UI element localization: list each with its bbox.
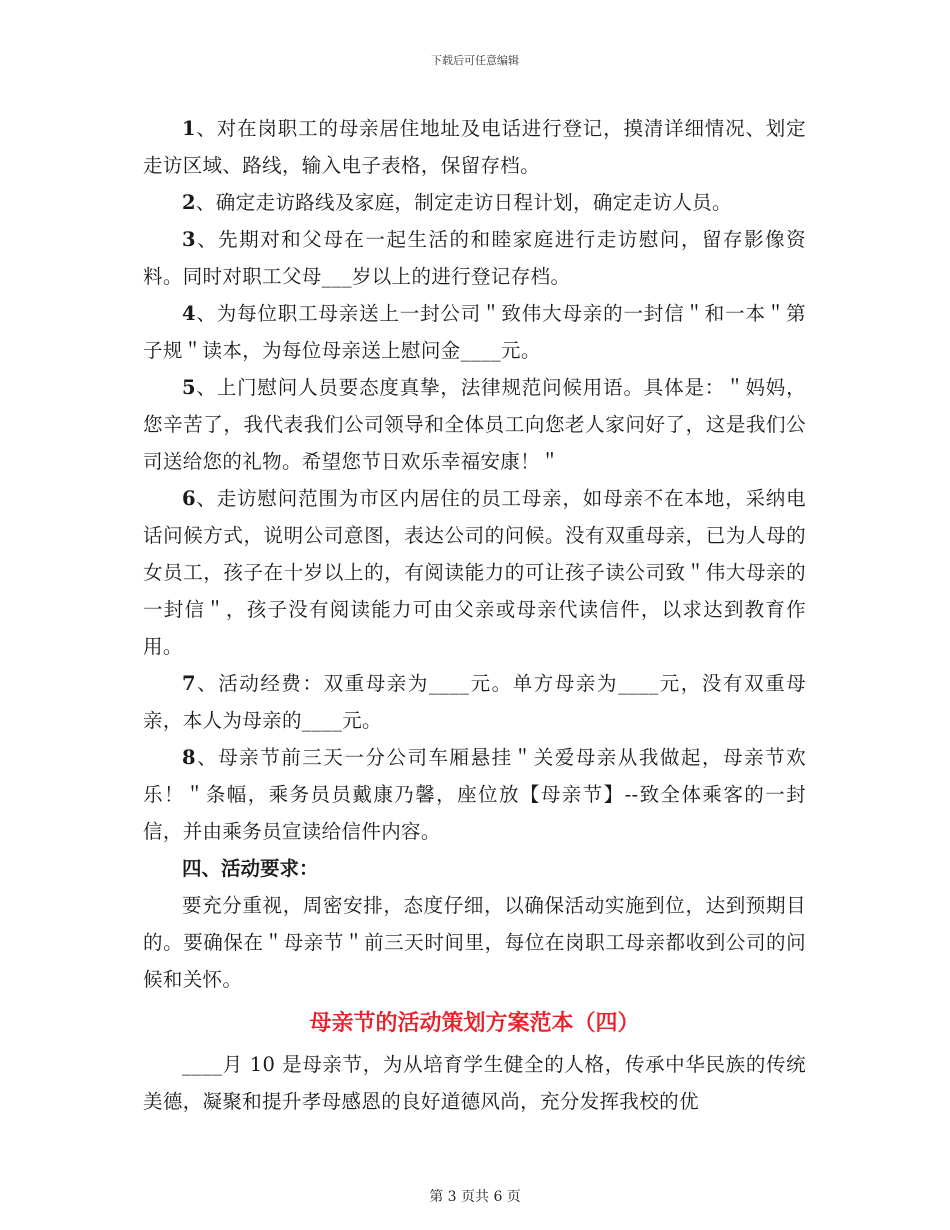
item-text: 、对在岗职工的母亲居住地址及电话进行登记，摸清详细情况、划定走访区域、路线，输入电子表格，保留存档。 [143,117,806,177]
list-item [143,665,806,739]
list-item [143,369,806,480]
item-text: 、活动经费：双重母亲为____元。单方母亲为____元，没有双重母亲，本人为母亲的____元。 [143,672,806,732]
list-item [143,110,806,184]
document-body [143,110,806,1120]
item-number: 1 [182,117,196,140]
page-header: 下载后可任意编辑 [431,54,519,67]
item-number: 6 [182,487,196,510]
list-item [143,480,806,665]
list-item [143,739,806,850]
section-title: 母亲节的活动策划方案范本（四） [309,1011,640,1036]
item-number: 5 [182,376,196,399]
item-text: 、母亲节前三天一分公司车厢悬挂＂关爱母亲从我做起，母亲节欢乐！＂条幅，乘务员员戴康乃馨，座位放【母亲节】--致全体乘客的一封信，并由乘务员宣读给信件内容。 [143,746,806,843]
list-item [143,295,806,369]
item-text: 、为每位职工母亲送上一封公司＂致伟大母亲的一封信＂和一本＂第子规＂读本，为每位母亲送上慰问金____元。 [143,302,806,362]
item-text: 、先期对和父母在一起生活的和睦家庭进行走访慰问，留存影像资料。同时对职工父母___岁以上的进行登记存档。 [143,228,806,288]
item-number: 8 [182,746,196,769]
item-number: 4 [182,302,196,325]
item-number: 7 [182,672,196,695]
item-text: 、确定走访路线及家庭，制定走访日程计划，确定走访人员。 [195,191,732,214]
section-intro-paragraph: ____月 10 是母亲节，为从培育学生健全的人格，传承中华民族的传统美德，凝聚和提升孝母感恩的良好道德风尚，充分发挥我校的优 [143,1053,806,1113]
item-number: 3 [182,228,196,251]
item-text: 、上门慰问人员要态度真挚，法律规范问候用语。具体是：＂妈妈，您辛苦了，我代表我们公司领导和全体员工向您老人家问好了，这是我们公司送给您的礼物。希望您节日欢乐幸福安康！＂ [143,376,806,473]
list-item [143,184,806,221]
requirements-paragraph: 要充分重视，周密安排，态度仔细，以确保活动实施到位，达到预期目的。要确保在＂母亲节＂前三天时间里，每位在岗职工母亲都收到公司的问候和关怀。 [143,894,806,991]
item-text: 、走访慰问范围为市区内居住的员工母亲，如母亲不在本地，采纳电话问候方式，说明公司意图，表达公司的问候。没有双重母亲，已为人母的女员工，孩子在十岁以上的，有阅读能力的可让孩子读公司致＂伟大母亲的一封信＂，孩子没有阅读能力可由父亲或母亲代读信件，以求达到教育作用。 [143,487,806,658]
requirements-heading: 四、活动要求： [182,857,319,880]
list-item [143,221,806,295]
item-number: 2 [182,191,196,214]
page-footer: 第 3 页共 6 页 [429,1189,521,1205]
